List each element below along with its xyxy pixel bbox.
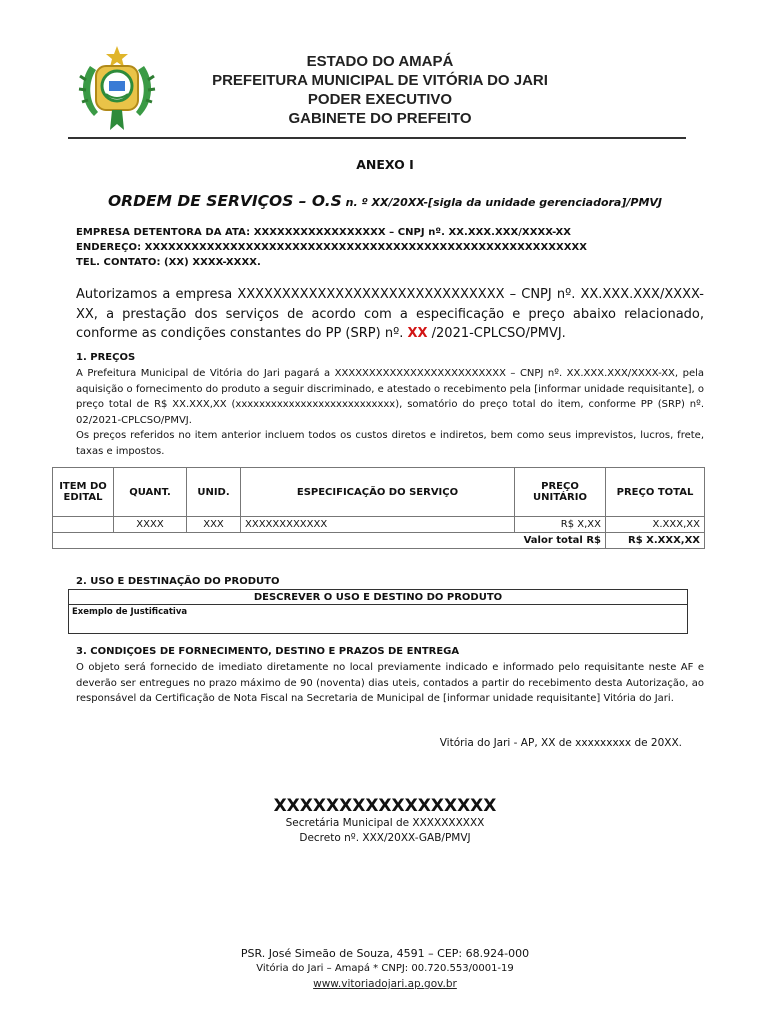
contact-line: TEL. CONTATO: (XX) XXXX-XXXX.	[76, 257, 261, 268]
authorization-paragraph	[76, 285, 704, 344]
section-prices-text: A Prefeitura Municipal de Vitória do Jari pagará a XXXXXXXXXXXXXXXXXXXXXXXXX – CNPJ nº. XX.XXX.XXX/XXXX-XX, pela aquisição o fornecimento do produto a seguir discriminado, e atestado o recebimento pela [informar unidade requisitante], o preço total de R$ XX.XXX,XX (xxxxxxxxxxxxxxxxxxxxxxxxxxx), somatório do preço total do item, conforme PP (SRP) nº. 02/2021-CPLCSO/PMVJ.	[76, 368, 704, 426]
signature-name: XXXXXXXXXXXXXXXXX	[273, 796, 497, 816]
cell-total-price: X.XXX,XX	[606, 517, 705, 533]
header-prefecture: PREFEITURA MUNICIPAL DE VITÓRIA DO JARI	[212, 72, 548, 89]
section-use-title: 2. USO E DESTINAÇÃO DO PRODUTO	[76, 576, 280, 587]
justification-example: Exemplo de Justificativa	[72, 607, 188, 617]
order-title	[0, 192, 770, 210]
company-line: EMPRESA DETENTORA DA ATA: XXXXXXXXXXXXXXXXX – CNPJ nº. XX.XXX.XXX/XXXX-XX	[76, 227, 572, 238]
authorization-text: Autorizamos a empresa XXXXXXXXXXXXXXXXXXXXXXXXXXXXXX – CNPJ nº. XX.XXX.XXX/XXXX-XX, a prestação dos serviços de acordo com a especificação e preço abaixo relacionado, conforme as condições constantes do PP (SRP) nº.	[76, 287, 704, 341]
footer-city: Vitória do Jari – Amapá * CNPJ: 00.720.553/0001-19	[256, 963, 514, 974]
col-specification: ESPECIFICAÇÃO DO SERVIÇO	[241, 468, 515, 517]
order-title-suffix: n. º XX/20XX-[sigla da unidade gerenciadora]/PMVJ	[341, 196, 663, 209]
date-line: Vitória do Jari - AP, XX de xxxxxxxxx de 20XX.	[439, 737, 682, 749]
items-table	[52, 467, 705, 549]
header-executive: PODER EXECUTIVO	[307, 91, 453, 108]
use-box-divider	[69, 604, 687, 605]
signature-decree: Decreto nº. XXX/20XX-GAB/PMVJ	[299, 832, 471, 844]
total-value: R$ X.XXX,XX	[606, 533, 705, 549]
header-state: ESTADO DO AMAPÁ	[306, 53, 454, 70]
website-link[interactable]: www.vitoriadojari.ap.gov.br	[313, 978, 457, 990]
col-total-price: PREÇO TOTAL	[606, 468, 705, 517]
table-row	[53, 517, 705, 533]
col-quantity: QUANT.	[114, 468, 187, 517]
footer-website-wrap	[0, 978, 770, 990]
table-total-row	[53, 533, 705, 549]
section-prices-note: Os preços referidos no item anterior incluem todos os custos diretos e indiretos, bem como seus imprevistos, lucros, frete, taxas e impostos.	[76, 430, 704, 457]
cell-unit-price: R$ X,XX	[515, 517, 606, 533]
table-header-row	[53, 468, 705, 517]
col-item: ITEM DO EDITAL	[53, 468, 114, 517]
total-label: Valor total R$	[53, 533, 606, 549]
cell-item	[53, 517, 114, 533]
header-cabinet: GABINETE DO PREFEITO	[288, 110, 472, 127]
cell-unit: XXX	[187, 517, 241, 533]
use-box-title: DESCREVER O USO E DESTINO DO PRODUTO	[253, 592, 503, 603]
col-unit-price: PREÇO UNITÁRIO	[515, 468, 606, 517]
section-prices-title: 1. PREÇOS	[76, 352, 136, 363]
col-unit: UNID.	[187, 468, 241, 517]
annex-title: ANEXO I	[356, 157, 414, 172]
section-delivery-title: 3. CONDIÇOES DE FORNECIMENTO, DESTINO E PRAZOS DE ENTREGA	[76, 646, 460, 657]
address-line: ENDEREÇO: XXXXXXXXXXXXXXXXXXXXXXXXXXXXXXXXXXXXXXXXXXXXXXXXXXXXXXXXX	[76, 242, 588, 253]
footer-address: PSR. José Simeão de Souza, 4591 – CEP: 68.924-000	[240, 947, 530, 960]
order-title-main: ORDEM DE SERVIÇOS – O.S	[107, 192, 342, 210]
cell-quantity: XXXX	[114, 517, 187, 533]
use-box	[68, 589, 688, 634]
coat-of-arms-icon	[76, 46, 158, 132]
header-divider	[68, 137, 686, 139]
cell-specification: XXXXXXXXXXXX	[241, 517, 515, 533]
pp-number-highlight: XX	[407, 326, 428, 341]
section-delivery-text: O objeto será fornecido de imediato diretamente no local previamente indicado e informado pelo requisitante neste AF e deverão ser entregues no prazo máximo de 90 (noventa) dias uteis, contados a partir do recebimento desta Autorização, ao responsável da Certificação de Nota Fiscal na Secretaria de Municipal de [informar unidade requisitante] Vitória do Jari.	[76, 662, 704, 704]
authorization-text-end: /2021-CPLCSO/PMVJ.	[427, 326, 566, 341]
signature-role: Secretária Municipal de XXXXXXXXXX	[285, 817, 485, 829]
